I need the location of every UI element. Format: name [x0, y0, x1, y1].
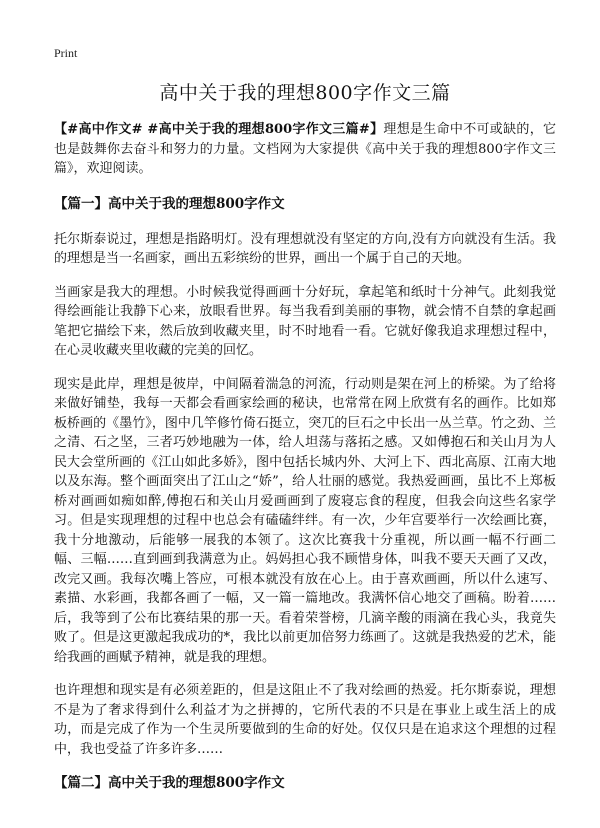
intro-paragraph: [54, 120, 556, 179]
section-paragraph: 托尔斯泰说过，理想是指路明灯。没有理想就没有坚定的方向,没有方向就没有生活。我的理想是当一名画家，画出五彩缤纷的世界，画出一个属于自己的天地。: [54, 231, 556, 266]
print-link[interactable]: Print: [54, 46, 78, 60]
section-paragraph: 当画家是我大的理想。小时候我觉得画画十分好玩，拿起笔和纸时十分神气。此刻我觉得绘画能让我静下心来，放眼看世界。每当我看到美丽的事物，就会情不自禁的拿起画笔把它描绘下来，然后放到收藏夹里，时不时地看一看。它就好像我追求理想过程中，在心灵收藏夹里收藏的完美的回忆。: [54, 284, 556, 358]
section-paragraph: 也许理想和现实是有必须差距的，但是这阻止不了我对绘画的热爱。托尔斯泰说，理想不是为了奢求得到什么利益才为之拼搏的，它所代表的不只是在事业上或生活上的成功，而是完成了作为一个生灵所要做到的生命的好处。仅仅只是在追求这个理想的过程中，我也受益了许多许多……: [54, 683, 556, 757]
section-two: [54, 773, 556, 793]
intro-text: 理想是生命中不可或缺的，它也是鼓舞你去奋斗和努力的力量。文档网为大家提供《高中关于我的理想800字作文三篇》，欢迎阅读。: [54, 122, 556, 176]
section-paragraph: 现实是此岸，理想是彼岸，中间隔着湍急的河流，行动则是架在河上的桥梁。为了给将来做好铺垫，我每一天都会看画家绘画的秘诀，也常常在网上欣赏有名的画作。比如郑板桥画的《墨竹》，图中几竿修竹倚石挺立，突兀的巨石之中长出一丛兰草。竹之劲、兰之清、石之坚，三者巧妙地融为一体，给人坦荡与落拓之感。又如傅抱石和关山月为人民大会堂所画的《江山如此多娇》，图中包括长城内外、大河上下、西北高原、江南大地以及东海。整个画面突出了江山之“娇”，给人壮丽的感觉。我热爱画画，虽比不上郑板桥对画画如痴如醉,傅抱石和关山月爱画画到了废寝忘食的程度，但我会向这些名家学习。但是实现理想的过程中也总会有磕磕绊绊。有一次，少年宫要举行一次绘画比赛，我十分地激动，后能够一展我的本领了。这次比赛我十分重视，所以画一幅不行画二幅、三幅……直到画到我满意为止。妈妈担心我不顾惜身体，叫我不要天天画了又改，改完又画。我每次嘴上答应，可根本就没有放在心上。由于喜欢画画，所以什么速写、素描、水彩画，我都各画了一幅，又一篇一篇地改。我满怀信心地交了画稿。盼着……后，我等到了公布比赛结果的那一天。看着荣誉榜，几滴辛酸的雨滴在我心头，我竟失败了。但是这更激起我成功的*，我比以前更加倍努力练画了。这就是我热爱的艺术，能给我画的画赋予精神，就是我的理想。: [54, 376, 556, 665]
section-heading: 【篇一】高中关于我的理想800字作文: [54, 195, 285, 212]
section-one: [54, 194, 556, 760]
intro-tag: 【#高中作文# #高中关于我的理想800字作文三篇#】: [54, 122, 384, 137]
page-title: 高中关于我的理想800字作文三篇: [159, 82, 451, 104]
section-heading: 【篇二】高中关于我的理想800字作文: [54, 775, 285, 791]
